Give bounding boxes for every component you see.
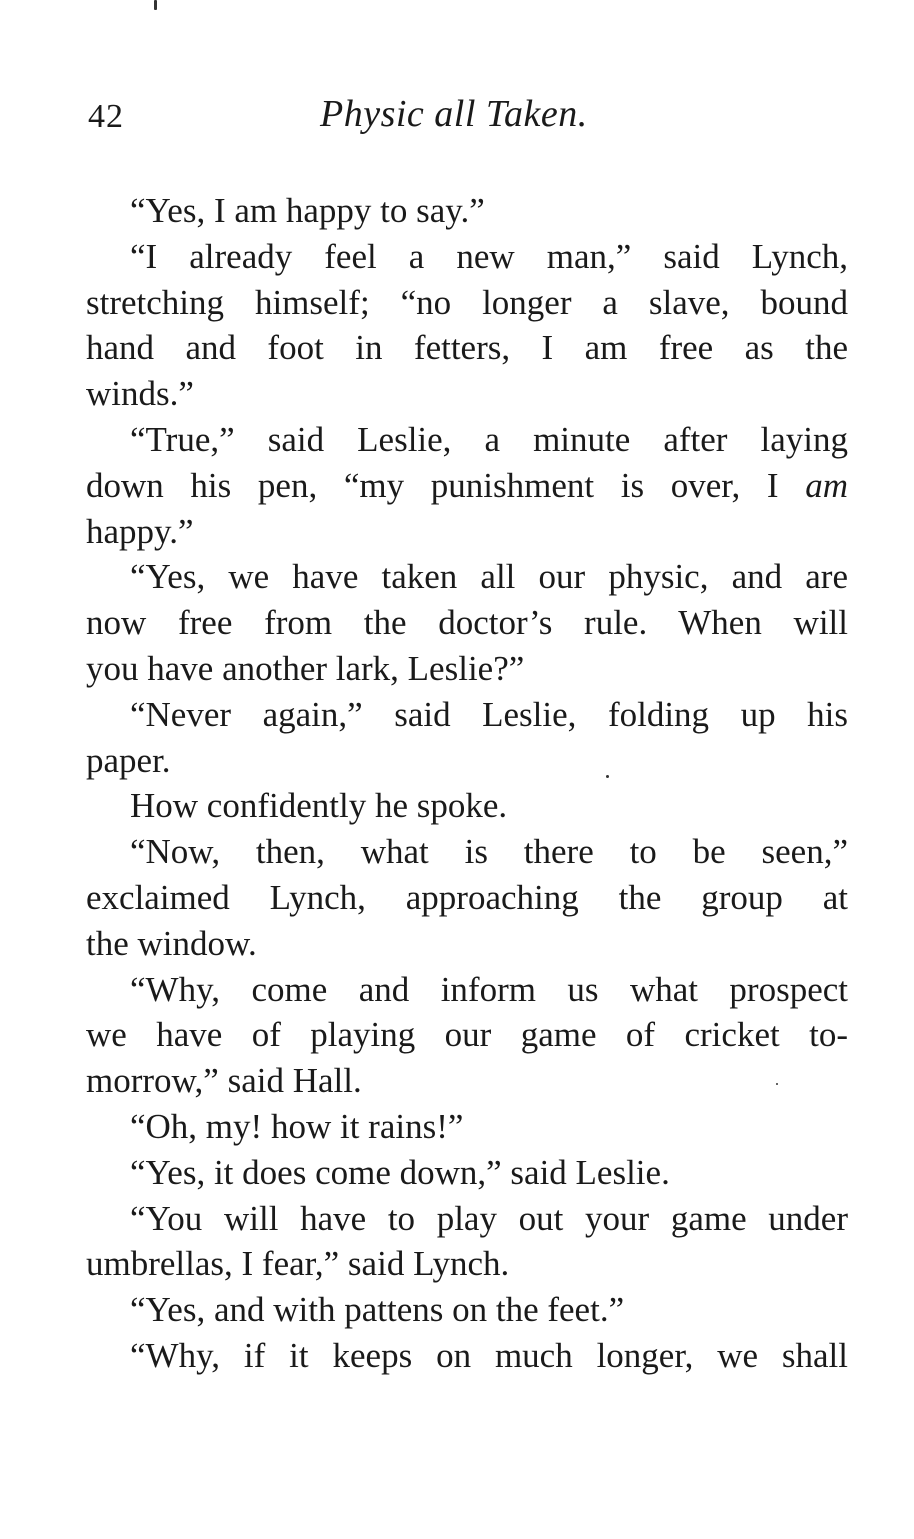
paragraph	[86, 1333, 848, 1379]
text-run: down his pen, “my punishment is over, I	[86, 465, 806, 505]
text-line: happy.”	[86, 511, 194, 551]
running-title: Physic all Taken.	[320, 93, 588, 135]
text-line: the window.	[86, 923, 257, 963]
text-line-with-emphasis	[86, 463, 848, 509]
text-line: “I already feel a new man,” said Lynch,	[130, 236, 848, 276]
text-line: “Yes, we have taken all our physic, and are	[130, 557, 848, 597]
paragraph	[86, 967, 848, 1104]
text-line: “Oh, my! how it rains!”	[130, 1106, 464, 1146]
paragraph	[86, 188, 848, 234]
page-header	[88, 92, 848, 142]
text-line: stretching himself; “no longer a slave, bound	[86, 282, 848, 322]
paragraph	[86, 417, 848, 554]
paragraph	[86, 554, 848, 691]
text-line: “You will have to play out your game under	[130, 1198, 848, 1238]
text-line: winds.”	[86, 374, 194, 414]
paragraph	[86, 234, 848, 417]
text-line: hand and foot in fetters, I am free as the	[86, 328, 848, 368]
paragraph	[86, 1196, 848, 1288]
text-line: umbrellas, I fear,” said Lynch.	[86, 1244, 510, 1284]
text-line: “Why, if it keeps on much longer, we shall	[130, 1335, 848, 1375]
text-line: “Yes, and with pattens on the feet.”	[130, 1290, 625, 1330]
text-line: “Now, then, what is there to be seen,”	[130, 832, 848, 872]
text-line: “Why, come and inform us what prospect	[130, 969, 848, 1009]
paragraph	[86, 1287, 848, 1333]
text-line: How confidently he spoke.	[130, 786, 508, 826]
text-line: we have of playing our game of cricket to-	[86, 1015, 848, 1055]
text-line: exclaimed Lynch, approaching the group at	[86, 877, 848, 917]
text-line: “Yes, it does come down,” said Leslie.	[130, 1152, 670, 1192]
paragraph	[86, 783, 848, 829]
text-line: you have another lark, Leslie?”	[86, 648, 525, 688]
text-line: paper.	[86, 740, 171, 780]
body-text	[86, 188, 848, 1379]
paragraph	[86, 829, 848, 966]
paragraph	[86, 1104, 848, 1150]
text-line: “Yes, I am happy to say.”	[130, 191, 485, 230]
ink-speck	[154, 0, 157, 10]
text-line: “Never again,” said Leslie, folding up his	[130, 694, 848, 734]
text-line: “True,” said Leslie, a minute after laying	[130, 419, 848, 459]
text-line: now free from the doctor’s rule. When will	[86, 603, 848, 643]
paragraph	[86, 1150, 848, 1196]
emphasis-word: am	[805, 465, 848, 505]
paragraph	[86, 692, 848, 784]
text-line: morrow,” said Hall.	[86, 1061, 362, 1101]
page-number: 42	[88, 98, 124, 135]
